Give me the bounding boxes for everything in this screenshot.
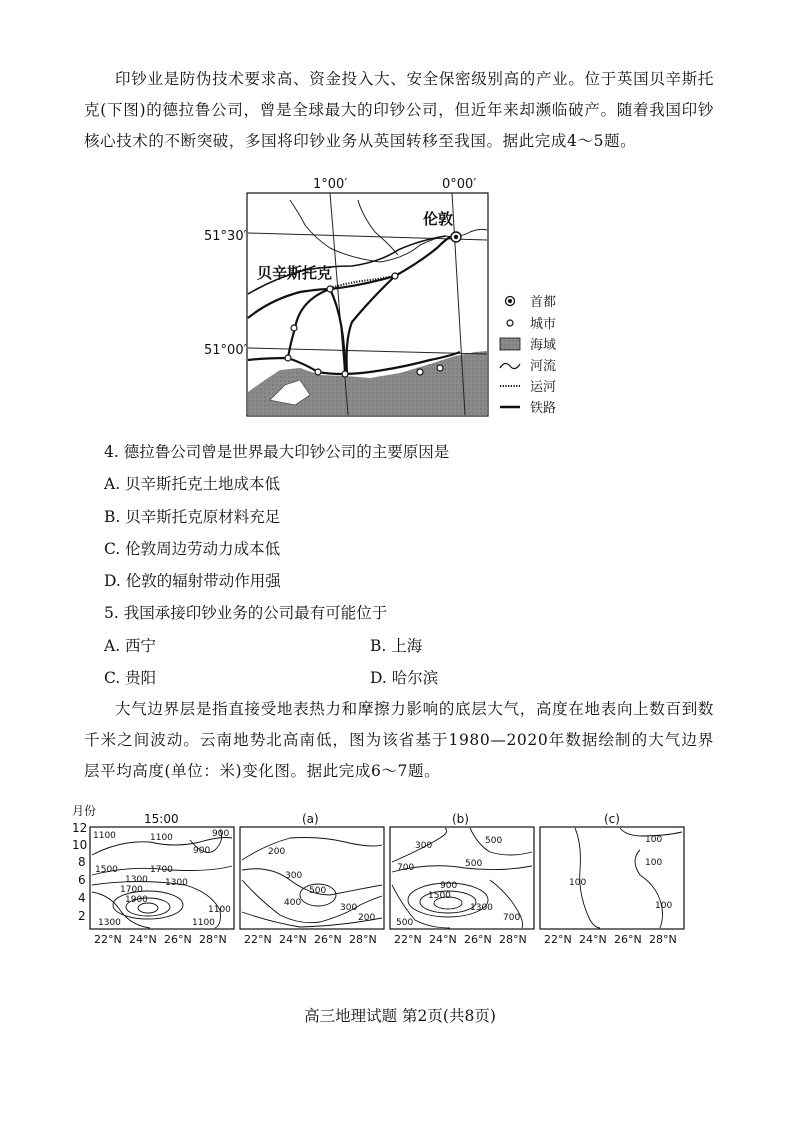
lat-label-bottom: 51°00′: [204, 343, 247, 358]
contour-label: 1100: [208, 905, 231, 915]
contour-label: 500: [485, 836, 503, 846]
y-ticks: [72, 821, 87, 923]
legend-river-icon: [500, 363, 520, 368]
x-ticks: [94, 933, 227, 946]
contour-label: 1500: [428, 891, 451, 901]
legend-railway-label: 铁路: [530, 401, 557, 416]
contour-label: 100: [645, 835, 663, 845]
contour-label: 1100: [192, 918, 215, 928]
contour-label: 900: [193, 846, 211, 856]
contour-label: 1300: [98, 918, 121, 928]
panel-b: [390, 812, 534, 946]
y-axis-label: 月份: [72, 804, 97, 818]
map-legend: [500, 294, 556, 416]
panel-a: [240, 812, 384, 946]
q5-option-a: A. 西宁: [104, 637, 157, 655]
city-marker: [392, 273, 398, 279]
x-tick-label: 26°N: [464, 933, 492, 946]
city-marker: [342, 371, 348, 377]
x-tick-label: 26°N: [614, 933, 642, 946]
q4-option-a: A. 贝辛斯托克土地成本低: [104, 475, 281, 493]
legend-capital-icon: [506, 297, 515, 306]
q4-option-c: C. 伦敦周边劳动力成本低: [104, 540, 281, 558]
q5-stem: 5. 我国承接印钞业务的公司最有可能位于: [104, 604, 388, 622]
y-tick-label: 2: [78, 909, 86, 923]
contour-label: 300: [340, 903, 358, 913]
y-tick-label: 12: [72, 821, 88, 835]
x-tick-label: 28°N: [499, 933, 527, 946]
panel-c: [540, 812, 684, 946]
contour-label: 900: [212, 829, 230, 839]
legend-river-label: 河流: [530, 359, 557, 374]
contour-label: 500: [465, 859, 483, 869]
boundary-layer-figure: [0, 800, 800, 950]
city-basingstoke-marker: [327, 286, 333, 292]
contour-label: 300: [285, 871, 303, 881]
panel-title: (c): [604, 812, 620, 826]
basingstoke-label: 贝辛斯托克: [257, 264, 333, 282]
contour-label: 700: [503, 913, 521, 923]
intro-passage-printing: 印钞业是防伪技术要求高、资金投入大、安全保密级别高的产业。位于英国贝辛斯托克(下图)的德拉鲁公司，曾是全球最大的印钞公司，但近年来却濒临破产。随着我国印钞核心技术的不断突破，多国将印钞业务从英国转移至我国。据此完成4～5题。: [84, 70, 714, 150]
contour-label: 100: [645, 858, 663, 868]
city-marker: [437, 365, 443, 371]
contour-label: 300: [415, 841, 433, 851]
lat-label-top: 51°30′: [204, 229, 247, 244]
page-footer: 高三地理试题 第2页(共8页): [304, 1007, 496, 1025]
contour-label: 200: [268, 847, 286, 857]
q5-option-d: D. 哈尔滨: [370, 669, 439, 687]
panel-title: 15:00: [144, 812, 179, 826]
x-tick-label: 24°N: [279, 933, 307, 946]
london-label: 伦敦: [423, 210, 454, 228]
q5-option-b: B. 上海: [370, 637, 423, 655]
contour-label: 200: [358, 913, 376, 923]
city-marker: [315, 369, 321, 375]
contour-label: 500: [396, 918, 414, 928]
x-tick-label: 22°N: [94, 933, 122, 946]
x-tick-label: 26°N: [164, 933, 192, 946]
x-tick-label: 28°N: [199, 933, 227, 946]
lon-label-left: 1°00′: [313, 177, 348, 192]
x-tick-label: 28°N: [649, 933, 677, 946]
contour-label: 1100: [93, 831, 116, 841]
city-marker: [417, 369, 423, 375]
legend-city-icon: [507, 320, 513, 326]
contour-label: 100: [655, 901, 673, 911]
contour-label: 400: [284, 898, 302, 908]
legend-sea-label: 海域: [530, 338, 557, 353]
x-tick-label: 22°N: [244, 933, 272, 946]
panel-title: (a): [302, 812, 319, 826]
q4-option-d: D. 伦敦的辐射带动作用强: [104, 572, 281, 590]
x-tick-label: 26°N: [314, 933, 342, 946]
x-ticks: [394, 933, 527, 946]
contour-label: 700: [397, 863, 415, 873]
city-marker: [285, 355, 291, 361]
q5-option-c: C. 贵阳: [104, 669, 157, 687]
city-marker: [291, 325, 297, 331]
x-tick-label: 24°N: [429, 933, 457, 946]
contour-label: 1700: [120, 885, 143, 895]
contour-label: 1900: [125, 895, 148, 905]
contour-label: 1500: [95, 865, 118, 875]
contour-label: 1100: [150, 833, 173, 843]
contour-label: 500: [309, 886, 327, 896]
panel-title: (b): [452, 812, 469, 826]
x-ticks: [244, 933, 377, 946]
contour-label: 100: [569, 878, 587, 888]
intro-passage-boundary-layer: 大气边界层是指直接受地表热力和摩擦力影响的底层大气，高度在地表向上数百到数千米之间波动。云南地势北高南低，图为该省基于1980—2020年数据绘制的大气边界层平均高度(单位：米)变化图。据此完成6～7题。: [84, 700, 714, 780]
x-tick-label: 22°N: [544, 933, 572, 946]
contour-label: 1300: [125, 875, 148, 885]
x-tick-label: 24°N: [579, 933, 607, 946]
x-tick-label: 22°N: [394, 933, 422, 946]
panel-1500: [90, 812, 234, 946]
lon-label-right: 0°00′: [442, 177, 477, 192]
x-ticks: [544, 933, 677, 946]
y-tick-label: 4: [78, 891, 86, 905]
contour-label: 1300: [165, 878, 188, 888]
x-tick-label: 24°N: [129, 933, 157, 946]
q4-stem: 4. 德拉鲁公司曾是世界最大印钞公司的主要原因是: [104, 443, 450, 461]
london-capital-marker: [451, 232, 461, 242]
contour-label: 1300: [470, 903, 493, 913]
legend-capital-label: 首都: [530, 295, 557, 310]
legend-sea-icon: [500, 338, 520, 350]
y-tick-label: 8: [78, 855, 86, 869]
basingstoke-map: [0, 168, 800, 428]
x-tick-label: 28°N: [349, 933, 377, 946]
legend-canal-label: 运河: [530, 380, 557, 395]
y-tick-label: 6: [78, 873, 86, 887]
legend-city-label: 城市: [530, 317, 557, 332]
contour-label: 900: [440, 881, 458, 891]
q4-option-b: B. 贝辛斯托克原材料充足: [104, 508, 281, 526]
y-tick-label: 10: [72, 838, 88, 852]
contour-label: 1700: [150, 865, 173, 875]
